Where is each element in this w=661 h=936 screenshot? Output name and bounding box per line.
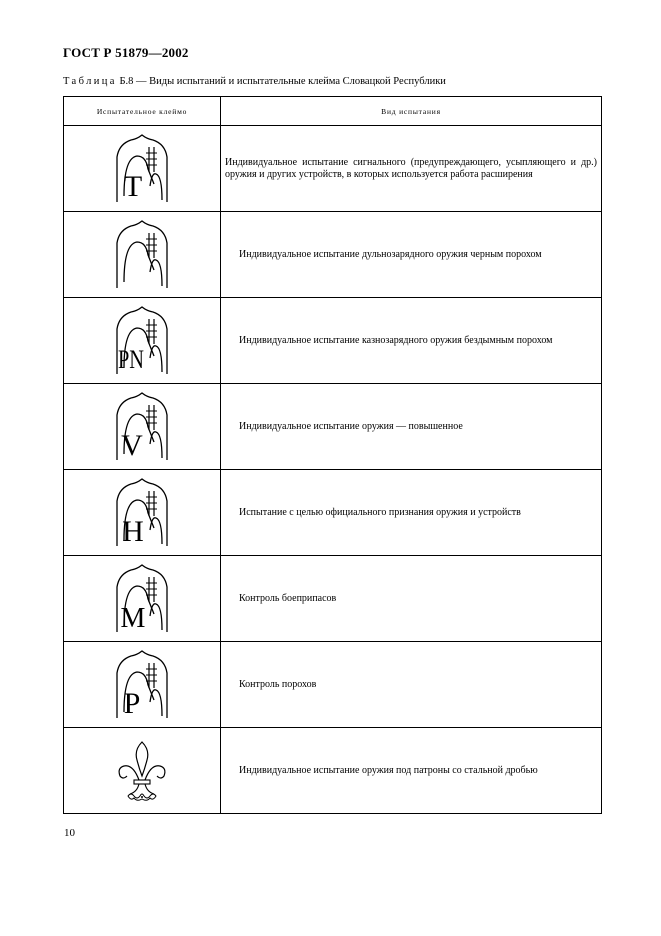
- table-row: [64, 384, 602, 470]
- test-description: Индивидуальное испытание дульнозарядного оружия черным порохом: [221, 212, 602, 298]
- mark-letter: T: [123, 169, 143, 203]
- table-row: [64, 556, 602, 642]
- table-row: [64, 298, 602, 384]
- caption-label: Таблица: [63, 76, 117, 87]
- table-row: [64, 728, 602, 814]
- arch-stamp-pn-icon: [112, 306, 172, 376]
- mark-letter: P: [123, 686, 141, 720]
- table-header-row: [64, 97, 602, 126]
- test-description: Индивидуальное испытание сигнального (предупреждающего, усыпляющего и др.) оружия и других устройств, в которых используется работа расширения: [221, 126, 602, 212]
- test-description: Индивидуальное испытание казнозарядного оружия бездымным порохом: [221, 298, 602, 384]
- arch-stamp-p-icon: [112, 650, 172, 720]
- mark-letter: M: [120, 602, 146, 634]
- caption-text: — Виды испытаний и испытательные клейма Словацкой Республики: [133, 76, 446, 87]
- fleur-de-lis-icon: [112, 736, 172, 806]
- page-number: 10: [64, 827, 75, 839]
- test-description: Индивидуальное испытание оружия под патроны со стальной дробью: [221, 728, 602, 814]
- arch-stamp-h-icon: [112, 478, 172, 548]
- caption-number: Б.8: [116, 76, 134, 87]
- test-description: Контроль боеприпасов: [221, 556, 602, 642]
- arch-stamp-t-icon: [112, 134, 172, 204]
- mark-letter: PN: [118, 344, 145, 374]
- mark-cell: [64, 642, 221, 728]
- document-title: ГОСТ Р 51879—2002: [63, 45, 189, 60]
- proof-marks-table: [63, 96, 602, 814]
- column-header-test-type: Вид испытания: [221, 97, 602, 126]
- test-description: Контроль порохов: [221, 642, 602, 728]
- mark-cell: [64, 384, 221, 470]
- mark-cell: [64, 556, 221, 642]
- arch-stamp-v-icon: [112, 392, 172, 462]
- table-row: [64, 126, 602, 212]
- test-description: Индивидуальное испытание оружия — повышенное: [221, 384, 602, 470]
- table-row: [64, 642, 602, 728]
- table-caption: [63, 76, 446, 87]
- mark-cell: [64, 298, 221, 384]
- arch-stamp-icon: [112, 220, 172, 290]
- mark-letter: H: [122, 514, 144, 548]
- test-description: Испытание с целью официального признания оружия и устройств: [221, 470, 602, 556]
- arch-stamp-m-icon: [112, 564, 172, 634]
- table-row: [64, 212, 602, 298]
- mark-cell: [64, 126, 221, 212]
- mark-letter: V: [121, 428, 143, 462]
- column-header-mark: Испытательное клеймо: [64, 97, 221, 126]
- mark-cell: [64, 470, 221, 556]
- mark-cell: [64, 728, 221, 814]
- mark-cell: [64, 212, 221, 298]
- table-row: [64, 470, 602, 556]
